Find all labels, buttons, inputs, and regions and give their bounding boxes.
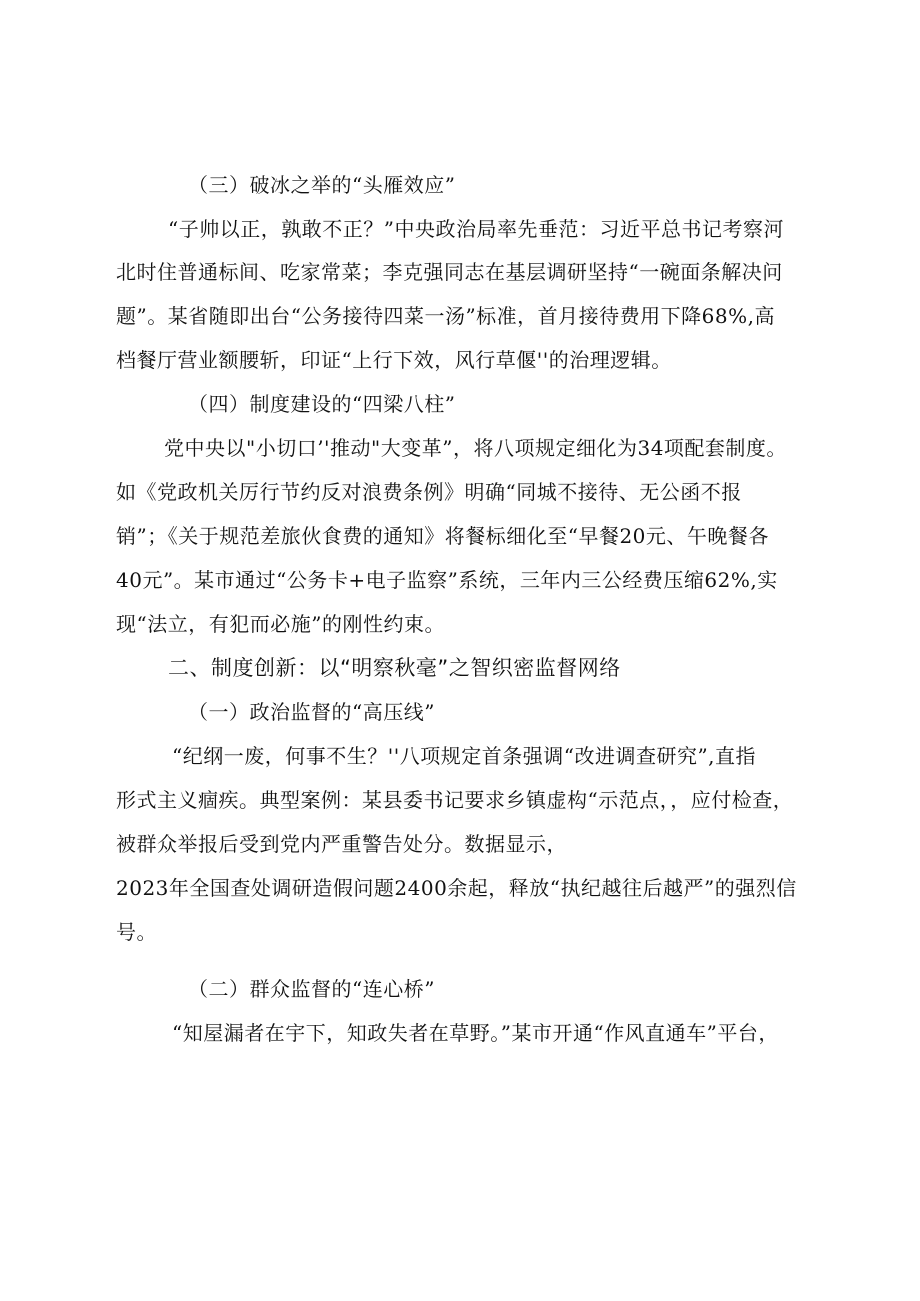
paragraph-line: 40元”。某市通过“公务卡+电子监察”系统，三年内三公经费压缩62%,实 bbox=[116, 568, 778, 592]
paragraph-line: “纪纲一废，何事不生？''八项规定首条强调“改进调查研究”,直指 bbox=[172, 744, 757, 768]
paragraph-line: 形式主义痼疾。典型案例：某县委书记要求乡镇虚构“示范点，，应付检查， bbox=[116, 788, 794, 812]
paragraph-line: 题”。某省随即出台“公务接待四菜一汤”标准，首月接待费用下降68%,高 bbox=[116, 304, 775, 328]
main-heading-two: 二、制度创新：以“明察秋毫”之智织密监督网络 bbox=[168, 656, 621, 680]
paragraph-line: 被群众举报后受到党内严重警告处分。数据显示， bbox=[116, 832, 567, 856]
paragraph-line: 如《党政机关厉行节约反对浪费条例》明确“同城不接待、无公函不报 bbox=[116, 480, 742, 504]
paragraph-line: 党中央以"小切口’'推动"大变革”，将八项规定细化为34项配套制度。 bbox=[164, 436, 787, 460]
section-heading-three: （三）破冰之举的“头雁效应” bbox=[188, 173, 456, 197]
paragraph-line: 北时住普通标间、吃家常菜；李克强同志在基层调研坚持“一碗面条解决问 bbox=[116, 260, 783, 284]
paragraph-line: “知屋漏者在宇下，知政失者在草野。”某市开通“作风直通车”平台， bbox=[172, 1021, 779, 1045]
paragraph-line: 2023年全国查处调研造假问题2400余起，释放“执纪越往后越严”的强烈信 bbox=[116, 876, 797, 900]
section-heading-one: （一）政治监督的“高压线” bbox=[188, 700, 435, 724]
section-heading-two: （二）群众监督的“连心桥” bbox=[188, 977, 435, 1001]
paragraph-line: 档餐厅营业额腰斩，印证“上行下效，风行草偃''的治理逻辑。 bbox=[116, 348, 672, 372]
paragraph-line: 销”；《关于规范差旅伙食费的通知》将餐标细化至“早餐20元、午晚餐各 bbox=[116, 524, 769, 548]
paragraph-line: “子帅以正，孰敢不正？”中央政治局率先垂范：习近平总书记考察河 bbox=[168, 217, 784, 241]
section-heading-four: （四）制度建设的“四梁八柱” bbox=[188, 392, 456, 416]
paragraph-line: 号。 bbox=[116, 920, 157, 944]
paragraph-line: 现“法立，有犯而必施”的刚性约束。 bbox=[116, 612, 445, 636]
